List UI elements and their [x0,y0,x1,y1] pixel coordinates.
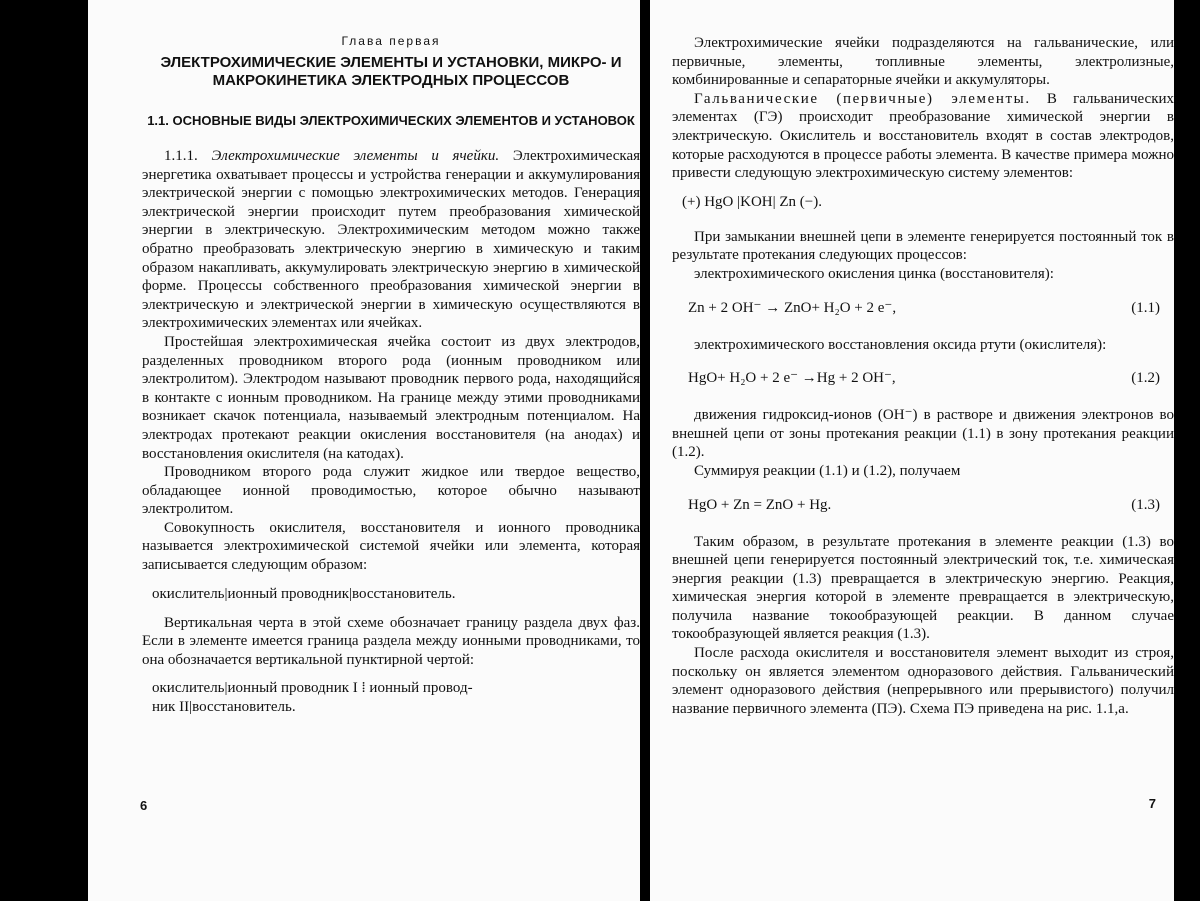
right-page [650,0,1174,901]
paragraph: Проводником второго рода служит жидкое или твердое вещество, обладающее ионной проводимостью, которое обычно называют электролитом. [142,464,640,518]
equation-text: HgO + Zn = ZnO + Hg. [688,496,832,513]
equation-1-2 [672,368,1174,388]
electrochemical-system: (+) HgO |KOH| Zn (−). [682,193,822,210]
subsection-title: Электрохимические элементы и ячейки. [211,148,500,164]
paragraph: Электрохимические ячейки подразделяются на гальванические, или первичные, элементы, топливные элементы, электролизные, комбинированные и сепараторные ячейки и аккумуляторы. [672,35,1174,89]
subsection-number: 1.1.1. [164,148,198,164]
left-page [88,0,640,901]
paragraph: Простейшая электрохимическая ячейка состоит из двух электродов, разделенных проводником второго рода (ионным проводником или электролитом). Электродом называют проводник первого рода, находящийся в контакте с ионным проводником. На границе между этими проводниками возникает скачок потенциала, называемый электродным потенциалом. На электродах протекают реакции окисления восстановителя (на анодах) и восстановления окислителя (на катодах). [142,333,640,462]
scheme-simple: окислитель|ионный проводник|восстановитель. [152,585,456,602]
term-heading: Гальванические (первичные) элементы. [694,90,1031,107]
equation-1-3 [672,495,1174,515]
equation-number: (1.3) [1131,496,1160,513]
equation-number: (1.1) [1131,299,1160,316]
equation-text: HgO+ H₂O + 2 e⁻ →Hg + 2 OH⁻, [688,370,896,387]
paragraph: При замыкании внешней цепи в элементе генерируется постоянный ток в результате протекания следующих процессов: [672,228,1174,264]
paragraph: Таким образом, в результате протекания в элементе реакции (1.3) во внешней цепи генерируется постоянный электрический ток, т.е. химическая энергия реакции (1.3) превращается в электрическую энергию. Реакция, химическая энергия которой в элементе превращается в электрическую, получила название токообразующей реакции. В данном случае токообразующей является реакция (1.3). [672,533,1174,643]
chapter-title: ЭЛЕКТРОХИМИЧЕСКИЕ ЭЛЕМЕНТЫ И УСТАНОВКИ, МИКРО- И МАКРОКИНЕТИКА ЭЛЕКТРОДНЫХ ПРОЦЕССОВ [160,54,622,89]
paragraph-text: Электрохимическая энергетика охватывает процессы и устройства генерации и аккумулирования электрической энергии с помощью электрохимических методов. Генерация электрической энергии происходит путем преобразования химической энергии в электрическую. Электрохимическим методом можно также обратно преобразовать электрическую энергию в химическую и таким образом накапливать, аккумулировать электрическую энергию в химической форме. Процессы собственного преобразования химической энергии в электрическую и электрической энергии в химическую осуществляются в электрохимических элементах или ячейках. [142,148,640,332]
paragraph: Вертикальная черта в этой схеме обозначает границу раздела двух фаз. Если в элементе имеется граница раздела между ионными проводниками, то она обозначается вертикальной пунктирной чертой: [142,614,640,668]
paragraph-galvanic [672,90,1174,183]
scheme-line: окислитель|ионный проводник I ⁞ ионный провод- [152,680,473,697]
paragraph: Суммируя реакции (1.1) и (1.2), получаем [694,462,961,479]
paragraph: электрохимического окисления цинка (восстановителя): [694,265,1054,282]
scheme-dual [152,679,640,717]
scheme-line: ник II|восстановитель. [152,699,296,716]
paragraph-text: В гальванических элементах (ГЭ) происходит преобразование химической энергии в электрическую. Окислитель и восстановитель входят в состав электродов, которые расходуются в процессе работы элемента. В качестве примера можно привести следующую электрохимическую систему элементов: [672,90,1174,182]
page-number-right: 7 [1148,796,1156,811]
equation-1-1 [672,298,1174,318]
paragraph: После расхода окислителя и восстановителя элемент выходит из строя, поскольку он является элементом одноразового действия. Гальванический элемент одноразового действия (непрерывного или прерывистого) получил название первичного элемента (ПЭ). Схема ПЭ приведена на рис. 1.1,а. [672,645,1174,717]
paragraph: движения гидроксид-ионов (OH⁻) в растворе и движения электронов во внешней цепи от зоны протекания реакции (1.1) в зону протекания реакции (1.2). [672,407,1174,461]
paragraph: Совокупность окислителя, восстановителя и ионного проводника называется электрохимической системой ячейки или элемента, которая записывается следующим образом: [142,519,640,574]
paragraph: электрохимического восстановления оксида ртути (окислителя): [694,336,1107,353]
page-number-left: 6 [140,798,148,813]
equation-text: Zn + 2 OH⁻ → ZnO+ H₂O + 2 e⁻, [688,299,897,316]
section-title: 1.1. ОСНОВНЫЕ ВИДЫ ЭЛЕКТРОХИМИЧЕСКИХ ЭЛЕМЕНТОВ И УСТАНОВОК [147,113,635,128]
equation-number: (1.2) [1131,370,1160,387]
paragraph-intro [142,147,640,333]
chapter-label: Глава первая [341,34,441,48]
